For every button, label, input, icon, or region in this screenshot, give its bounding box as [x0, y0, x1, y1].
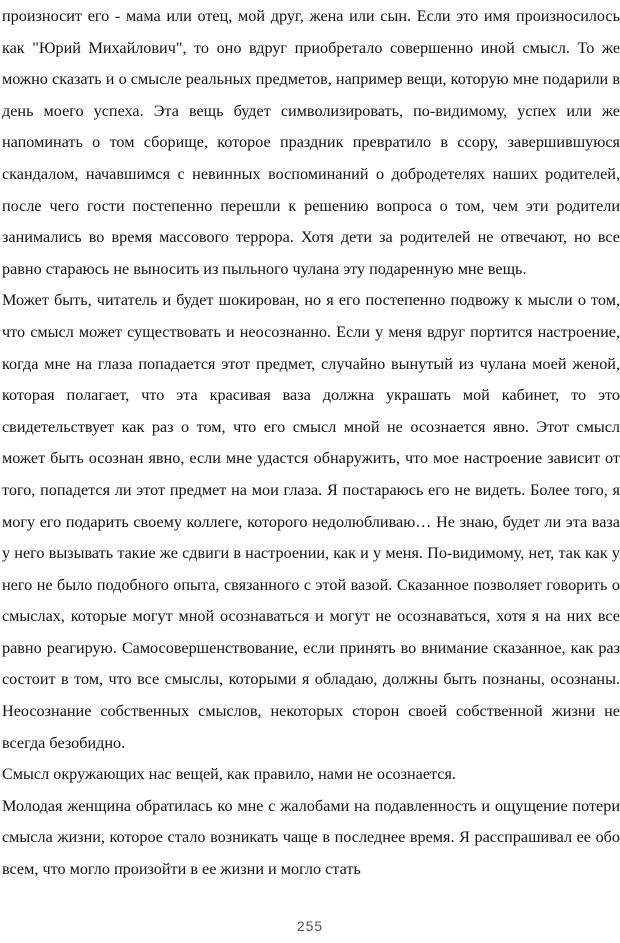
paragraph-1: произносит его - мама или отец, мой друг, жена или сын. Если это имя произносилось как "Юрий Михайлович", то оно вдруг приобретало совершенно иной смысл. То же можно сказать и о смысле реальных предметов, например вещи, которую мне подарили в день моего успеха. Эта вещь будет символизировать, по-видимому, успех или же напоминать о том сборище, которое праздник превратило в ссору, завершившуюся скандалом, начавшимся с невинных воспоминаний о добродетелях наших родителей, после чего гости постепенно перешли к решению вопроса о том, чем эти родители занимались во время массового террора. Хотя дети за родителей не отвечают, но все равно стараюсь не выносить из пыльного чулана эту подаренную мне вещь. — [2, 7, 620, 278]
page-number: 255 — [296, 918, 324, 934]
paragraph-2: Может быть, читатель и будет шокирован, но я его постепенно подвожу к мысли о том, что смысл может существовать и неосознанно. Если у меня вдруг портится настроение, когда мне на глаза попадается этот предмет, случайно вынутый из чулана моей женой, которая полагает, что эта красивая ваза должна украшать мой кабинет, то это свидетельствует как раз о том, что его смысл мной не осознается явно. Этот смысл может быть осознан явно, если мне удастся обнаружить, что мое настроение зависит от того, попадется ли этот предмет на мои глаза. Я постараюсь его не видеть. Более того, я могу его подарить своему коллеге, которого недолюбливаю… Не знаю, будет ли эта ваза у него вызывать такие же сдвиги в настроении, как и у меня. По-видимому, нет, так как у него не было подобного опыта, связанного с этой вазой. Сказанное позволяет говорить о смыслах, которые могут мной осознаваться и могут не осознаваться, хотя я на них все равно реагирую. Самосовершенствование, если принять во внимание сказанное, как раз состоит в том, что все смыслы, которыми я обладаю, должны быть познаны, осознаны. Неосознание собственных смыслов, некоторых сторон своей собственной жизни не всегда безобидно. — [2, 291, 620, 752]
paragraph-3: Смысл окружающих нас вещей, как правило, нами не осознается. — [2, 765, 456, 784]
paragraph-4: Молодая женщина обратилась ко мне с жалобами на подавленность и ощущение потери смысла жизни, которое стало возникать чаще в последнее время. Я расспрашивал ее обо всем, что могло произойти в ее жизни и могло стать — [2, 796, 620, 879]
page-text — [2, 1, 620, 886]
